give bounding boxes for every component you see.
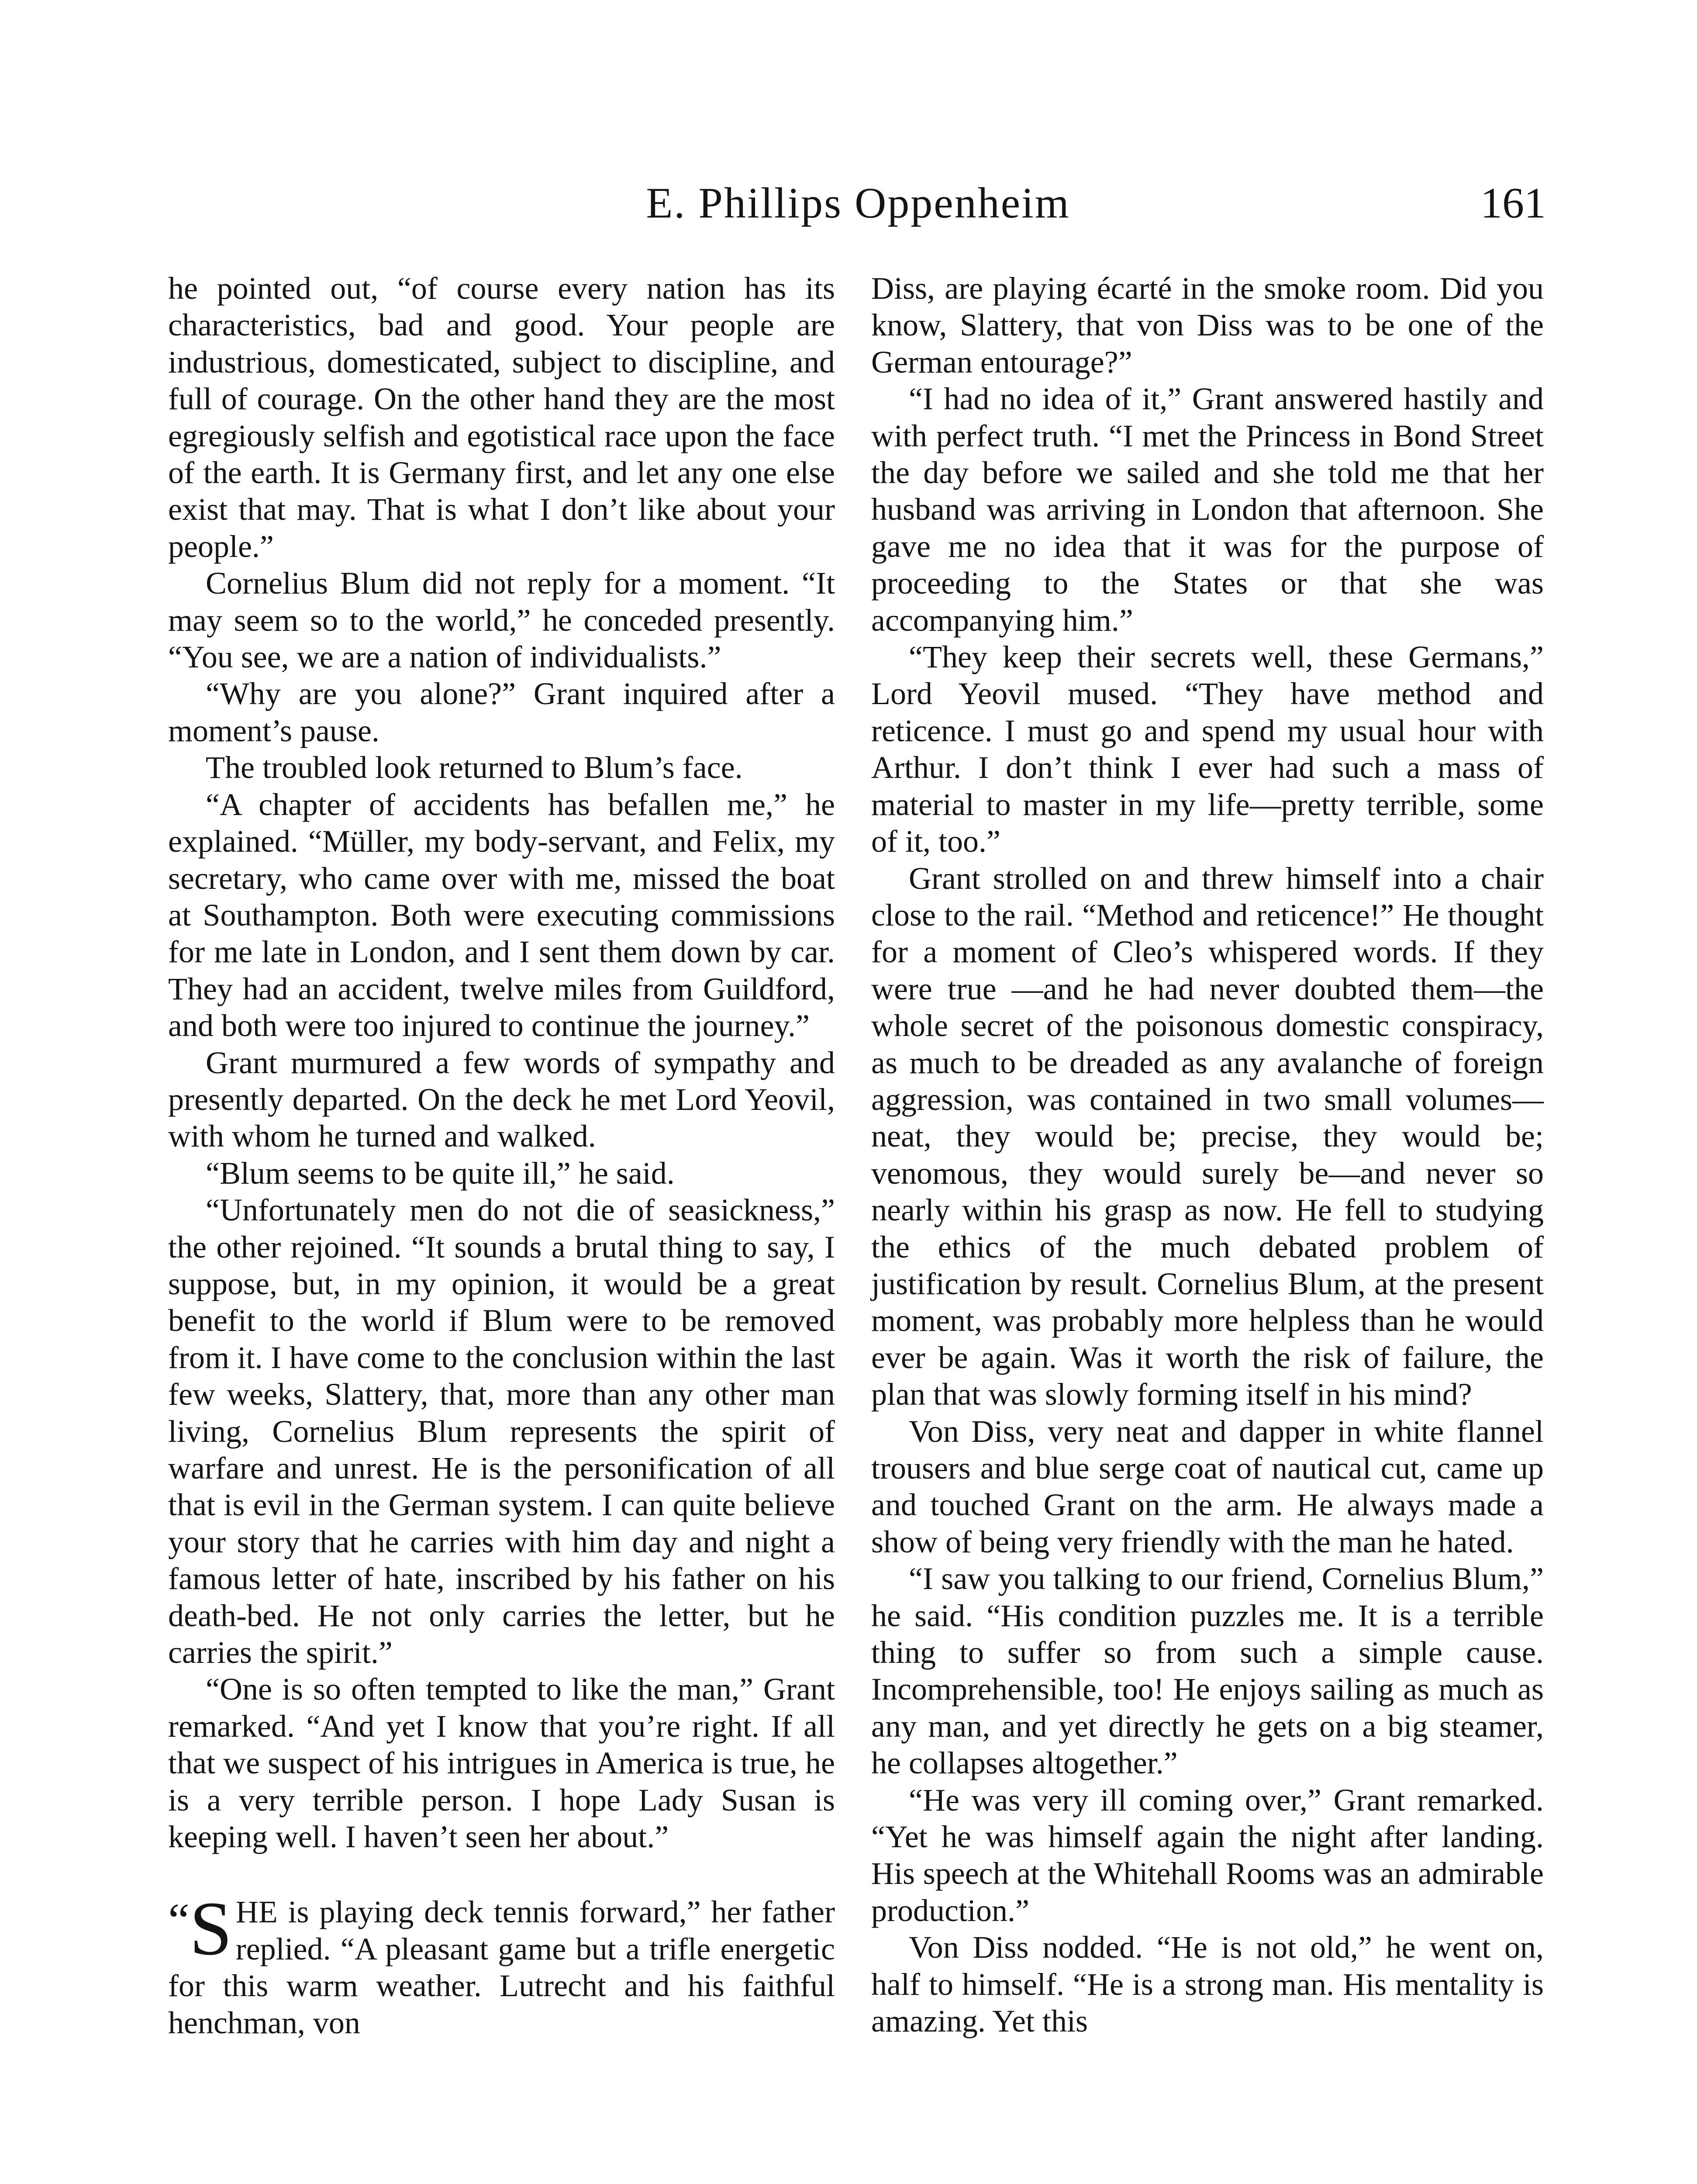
paragraph: “They keep their secrets well, these Germans,” Lord Yeovil mused. “They have method and reticence. I must go and spend my usual hour with Arthur. I don’t think I ever had such a mass of material to master in my life—pretty terrible, some of it, too.” [871,639,1544,859]
paragraph: “Unfortunately men do not die of seasickness,” the other rejoined. “It sounds a brutal thing to say, I suppose, but, in my opinion, it would be a great benefit to the world if Blum were to be removed from it. I have come to the conclusion within the last few weeks, Slattery, that, more than any other man living, Cornelius Blum represents the spirit of warfare and unrest. He is the personification of all that is evil in the German system. I can quite believe your story that he carries with him day and night a famous letter of hate, inscribed by his father on his death-bed. He not only carries the letter, but he carries the spirit.” [168,1192,835,1670]
paragraph: “Why are you alone?” Grant inquired after a moment’s pause. [168,676,835,748]
paragraph: Grant murmured a few words of sympathy and presently departed. On the deck he met Lord Yeovil, with whom he turned and walked. [168,1045,835,1154]
paragraph: Grant strolled on and threw himself into a chair close to the rail. “Method and reticence!” He thought for a moment of Cleo’s whispered words. If they were true —and he had never doubted them—the whole secret of the poisonous domestic conspiracy, as much to be dreaded as any avalanche of foreign aggression, was contained in two small volumes—neat, they would be; precise, they would be; venomous, they would surely be—and never so nearly within his grasp as now. He fell to studying the ethics of the much debated problem of justification by result. Cornelius Blum, at the present moment, was probably more helpless than he would ever be again. Was it worth the risk of failure, the plan that was slowly forming itself in his mind? [871,860,1544,1412]
paragraph: The troubled look returned to Blum’s face. [206,750,743,785]
drop-cap-letter: S [189,1886,232,1972]
paragraph: Von Diss nodded. “He is not old,” he went on, half to himself. “He is a strong man. His mentality is amazing. Yet this [871,1930,1544,2039]
paragraph: Diss, are playing écarté in the smoke room. Did you know, Slattery, that von Diss was to be one of the German entourage?” [871,271,1544,380]
paragraph: “Blum seems to be quite ill,” he said. [206,1155,675,1191]
paragraph: “One is so often tempted to like the man,” Grant remarked. “And yet I know that you’re right. If all that we suspect of his intrigues in America is true, he is a very terrible person. I hope Lady Susan is keeping well. I haven’t seen her about.” [168,1672,835,1855]
page-number: 161 [1480,179,1546,227]
left-column [168,270,835,2041]
paragraph: “I had no idea of it,” Grant answered hastily and with perfect truth. “I met the Princess in Bond Street the day before we sailed and she told me that her husband was arriving in London that afternoon. She gave me no idea that it was for the purpose of proceeding to the States or that she was accompanying him.” [871,381,1544,638]
page-header [170,170,1546,236]
paragraph-text: HE is playing deck tennis forward,” her father replied. “A pleasant game but a trifle energetic for this warm weather. Lutrecht and his faithful henchman, von [168,1894,835,2040]
paragraph: “I saw you talking to our friend, Cornelius Blum,” he said. “His condition puzzles me. It is a terrible thing to suffer so from such a simple cause. Incomprehensible, too! He enjoys sailing as much as any man, and yet directly he gets on a big steamer, he collapses altogether.” [871,1561,1544,1781]
drop-cap [168,1886,232,1972]
paragraph: “He was very ill coming over,” Grant remarked. “Yet he was himself again the night after landing. His speech at the Whitehall Rooms was an admirable production.” [871,1782,1544,1928]
running-head-author: E. Phillips Oppenheim [646,179,1070,227]
right-column [871,270,1544,2040]
drop-cap-quote: “ [168,1894,190,1947]
paragraph: Von Diss, very neat and dapper in white flannel trousers and blue serge coat of nautical cut, came up and touched Grant on the arm. He always made a show of being very friendly with the man he hated. [871,1413,1544,1559]
paragraph: Cornelius Blum did not reply for a moment. “It may seem so to the world,” he conceded presently. “You see, we are a nation of individualists.” [168,566,835,675]
paragraph: he pointed out, “of course every nation has its characteristics, bad and good. Your people are industrious, domesticated, subject to discipline, and full of courage. On the other hand they are the most egregiously selfish and egotistical race upon the face of the earth. It is Germany first, and let any one else exist that may. That is what I don’t like about your people.” [168,271,835,564]
section-opening-paragraph [168,1886,835,2041]
paragraph: “A chapter of accidents has befallen me,” he explained. “Müller, my body-servant, and Felix, my secretary, who came over with me, missed the boat at Southampton. Both were executing commissions for me late in London, and I sent them down by car. They had an accident, twelve miles from Guildford, and both were too injured to continue the journey.” [168,787,835,1044]
